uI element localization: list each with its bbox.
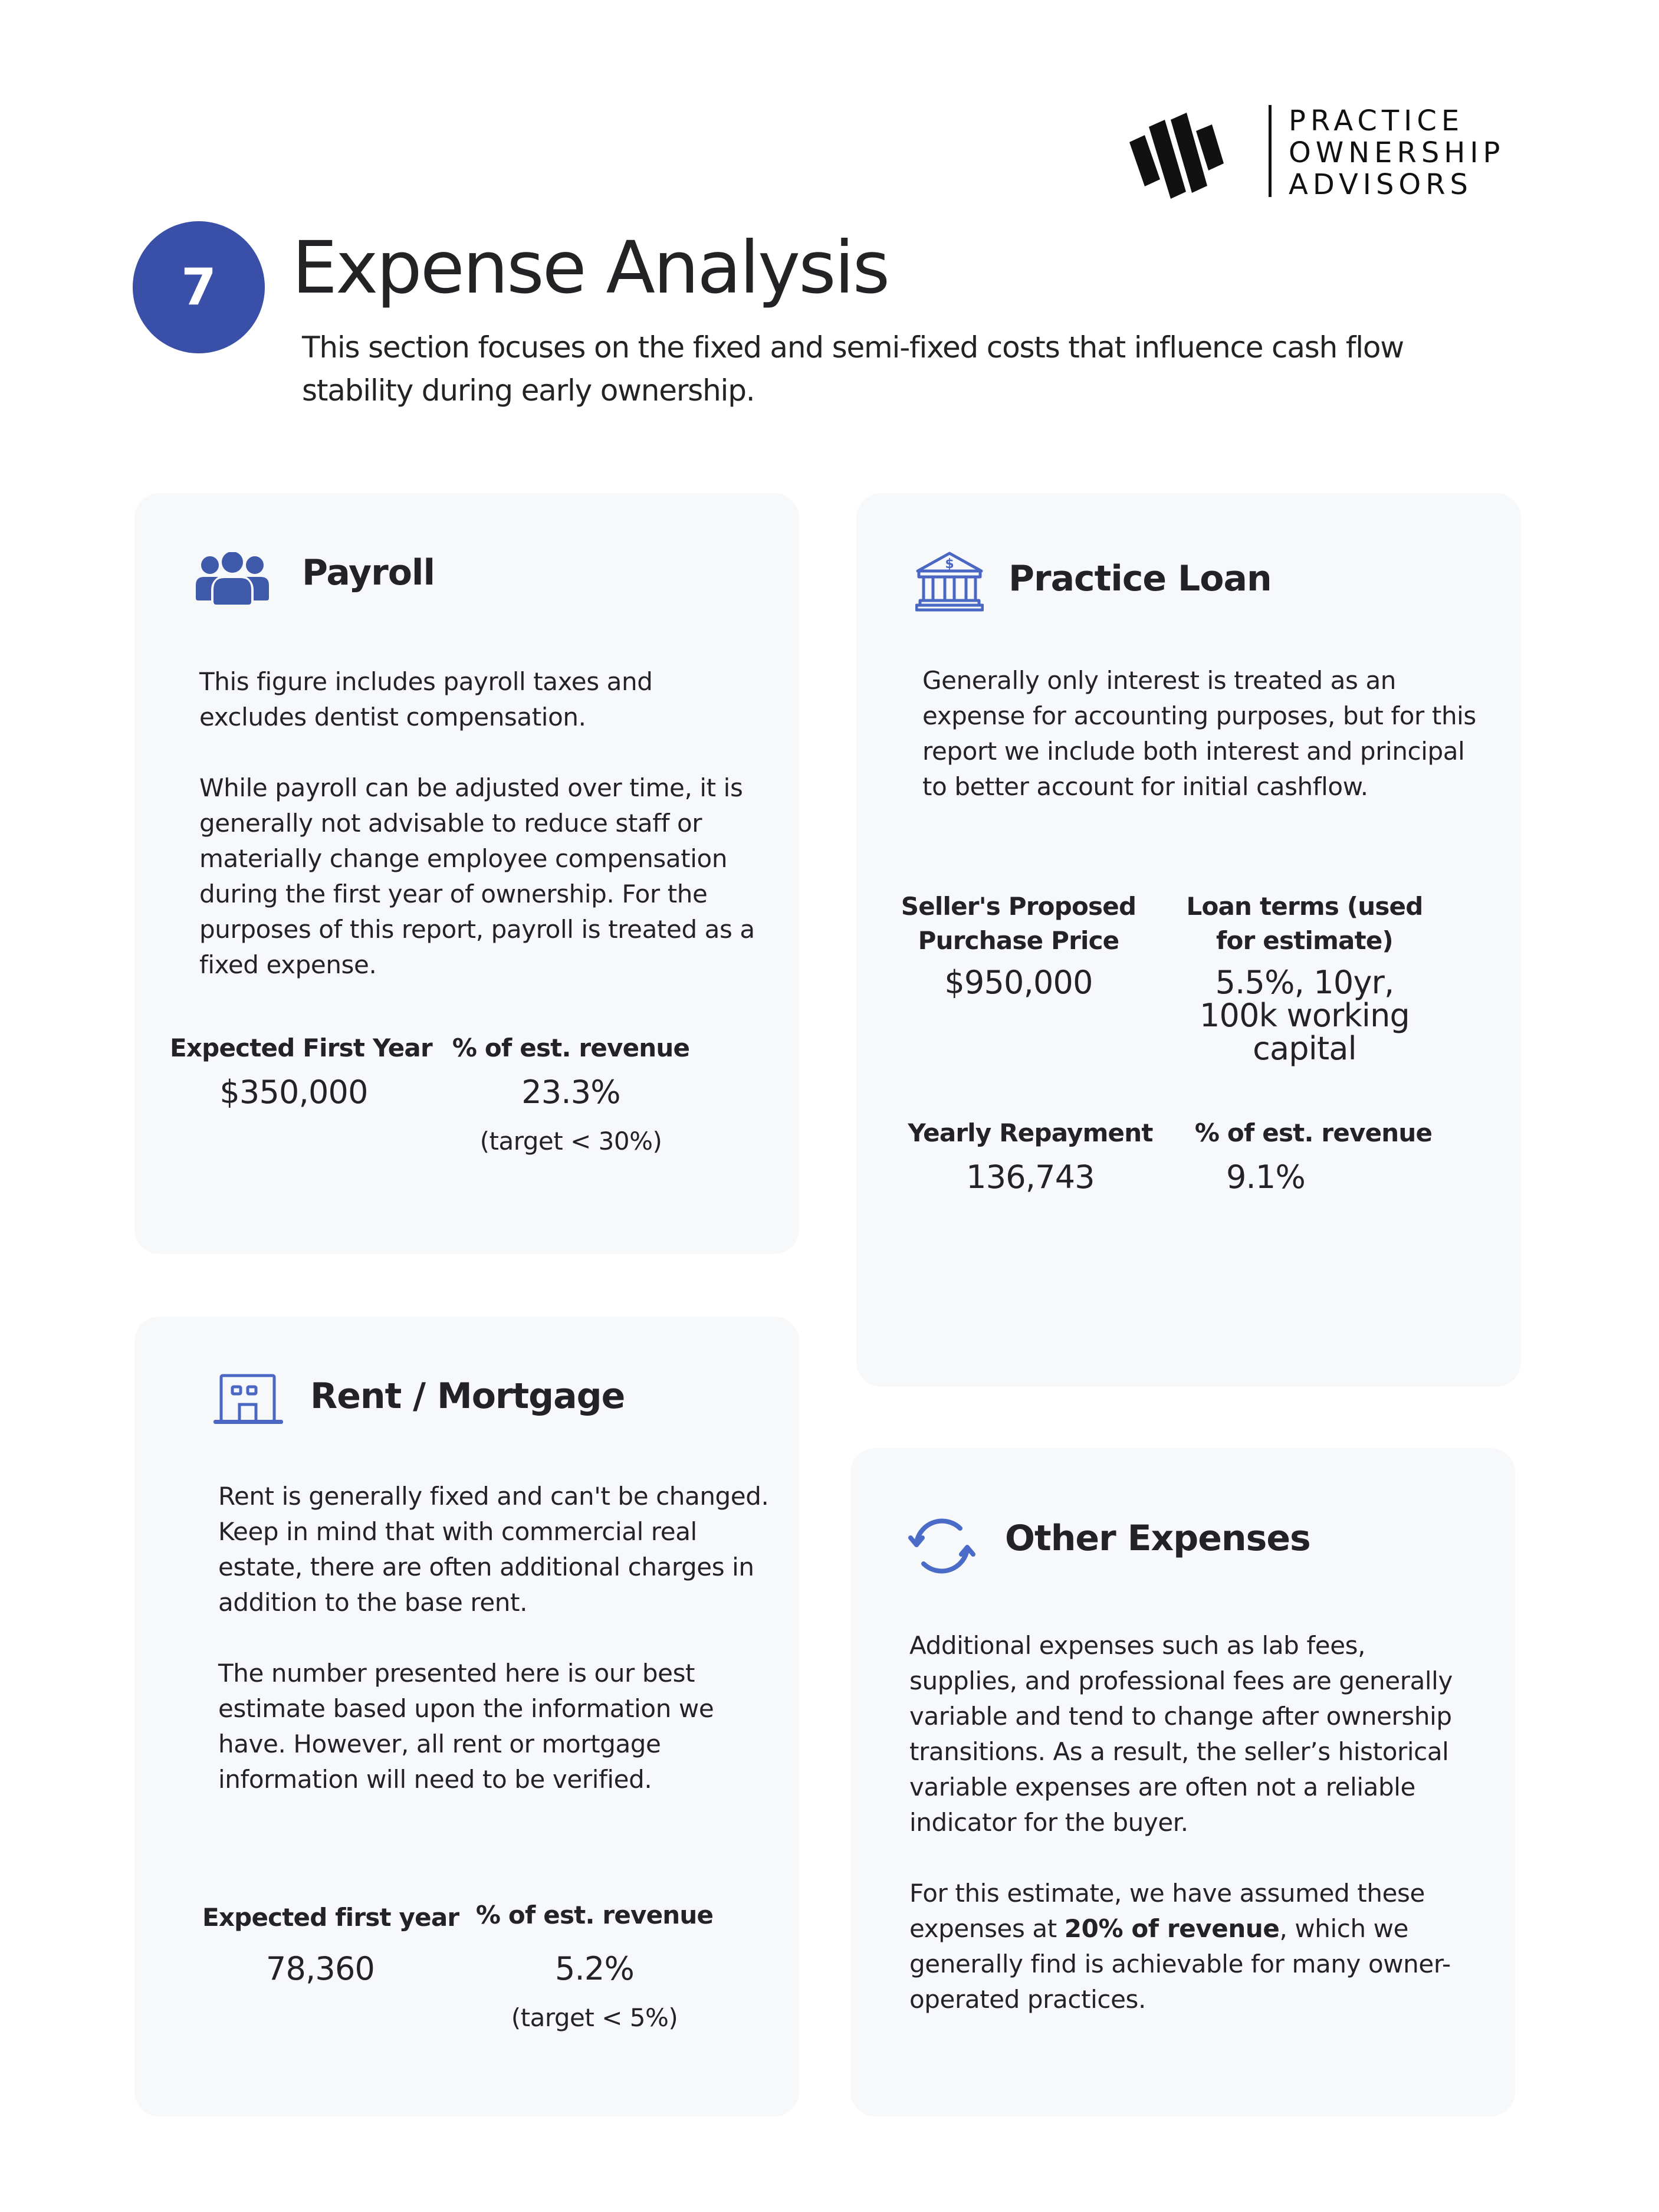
stat-percent-revenue: [447, 1031, 695, 1156]
card-closing-paragraph: [909, 1876, 1476, 2017]
card-description: [199, 664, 766, 983]
stat-label-line: Seller's Proposed: [901, 892, 1136, 921]
section-number-badge: 7: [133, 221, 265, 353]
stat-purchase-price: [889, 890, 1148, 999]
stat-value: 9.1%: [1226, 1158, 1305, 1196]
stat-label: Yearly Repayment: [908, 1118, 1153, 1147]
stat-percent-revenue: [1184, 1116, 1443, 1194]
other-expenses-card: [850, 1448, 1515, 2116]
card-paragraph: This figure includes payroll taxes and excludes dentist compensation.: [199, 667, 653, 731]
stat-target-note: (target < 5%): [511, 2003, 678, 2032]
stat-label-line: Purchase Price: [918, 926, 1119, 955]
stat-value: $950,000: [944, 964, 1093, 1001]
stat-expected-first-year: [202, 1901, 459, 1987]
card-description: [218, 1479, 784, 1797]
stat-label: Expected First Year: [170, 1033, 432, 1062]
stat-label: Expected first year: [202, 1903, 459, 1932]
stat-value: 136,743: [966, 1158, 1095, 1196]
logo-divider: [1269, 105, 1272, 197]
stat-label: % of est. revenue: [1194, 1118, 1433, 1147]
closing-emphasis: 20% of revenue: [1064, 1914, 1280, 1943]
svg-text:$: $: [945, 557, 954, 572]
stat-percent-revenue: [465, 1898, 724, 2032]
building-icon: [213, 1374, 283, 1425]
card-title: Practice Loan: [1008, 558, 1272, 599]
card-title: Payroll: [302, 552, 435, 593]
card-paragraph: While payroll can be adjusted over time, it is generally not advisable to reduce staff or materially change employee compensation during the first year of ownership. For the purposes of this report, payroll is treated as a fixed expense.: [199, 773, 755, 979]
stat-value: $350,000: [219, 1074, 368, 1111]
payroll-card: [134, 493, 799, 1254]
rent-mortgage-card: [134, 1317, 799, 2116]
brand-name-line: PRACTICE: [1289, 104, 1464, 137]
closing-text: , which we generally find is achievable for many owner-operated practices.: [909, 1914, 1451, 2014]
card-title: Other Expenses: [1005, 1518, 1310, 1559]
page-subtitle: This section focuses on the fixed and semi-fixed costs that influence cash flow stability during early ownership.: [302, 330, 1404, 408]
card-paragraph: Additional expenses such as lab fees, supplies, and professional fees are generally variable and tend to change after ownership transitions. As a result, the seller’s historical variable expenses are often not a reliable indicator for the buyer.: [909, 1631, 1453, 1837]
page-title: Expense Analysis: [292, 226, 889, 310]
card-paragraph: Rent is generally fixed and can't be changed. Keep in mind that with commercial real estate, there are often additional charges in addition to the base rent.: [218, 1482, 769, 1617]
stat-label: % of est. revenue: [452, 1033, 690, 1062]
brand-name-line: OWNERSHIP: [1289, 136, 1505, 169]
brand-name-line: ADVISORS: [1289, 168, 1473, 201]
diagonal-bars-logo-icon: [1129, 103, 1230, 204]
stat-value: 78,360: [265, 1950, 375, 1987]
card-paragraph: Generally only interest is treated as an expense for accounting purposes, but for this report we include both interest and principal to better account for initial cashflow.: [922, 666, 1476, 801]
stat-value: 23.3%: [521, 1074, 620, 1111]
practice-loan-card: [856, 493, 1521, 1387]
closing-text: For this estimate, we have assumed these expenses at: [909, 1879, 1425, 1943]
stat-label-line: Loan terms (used: [1186, 892, 1423, 921]
brand-name: [1289, 105, 1505, 201]
card-description: [909, 1628, 1476, 2017]
stat-value: 5.5%, 10yr, 100k working capital: [1199, 964, 1410, 1067]
stat-label-line: for estimate): [1216, 926, 1393, 955]
bank-dollar-icon: [915, 551, 984, 612]
stat-value: 5.2%: [555, 1950, 634, 1987]
stat-target-note: (target < 30%): [479, 1127, 662, 1156]
people-group-icon: [195, 552, 270, 605]
stat-yearly-repayment: [901, 1116, 1160, 1194]
card-paragraph: The number presented here is our best estimate based upon the information we have. However, all rent or mortgage information will need to be verified.: [218, 1659, 714, 1794]
card-description: [922, 663, 1489, 805]
refresh-cycle-icon: [908, 1518, 975, 1574]
stat-loan-terms: [1175, 890, 1434, 1065]
card-title: Rent / Mortgage: [310, 1376, 625, 1417]
stat-expected-first-year: [170, 1031, 432, 1111]
stat-label: % of est. revenue: [475, 1901, 714, 1929]
